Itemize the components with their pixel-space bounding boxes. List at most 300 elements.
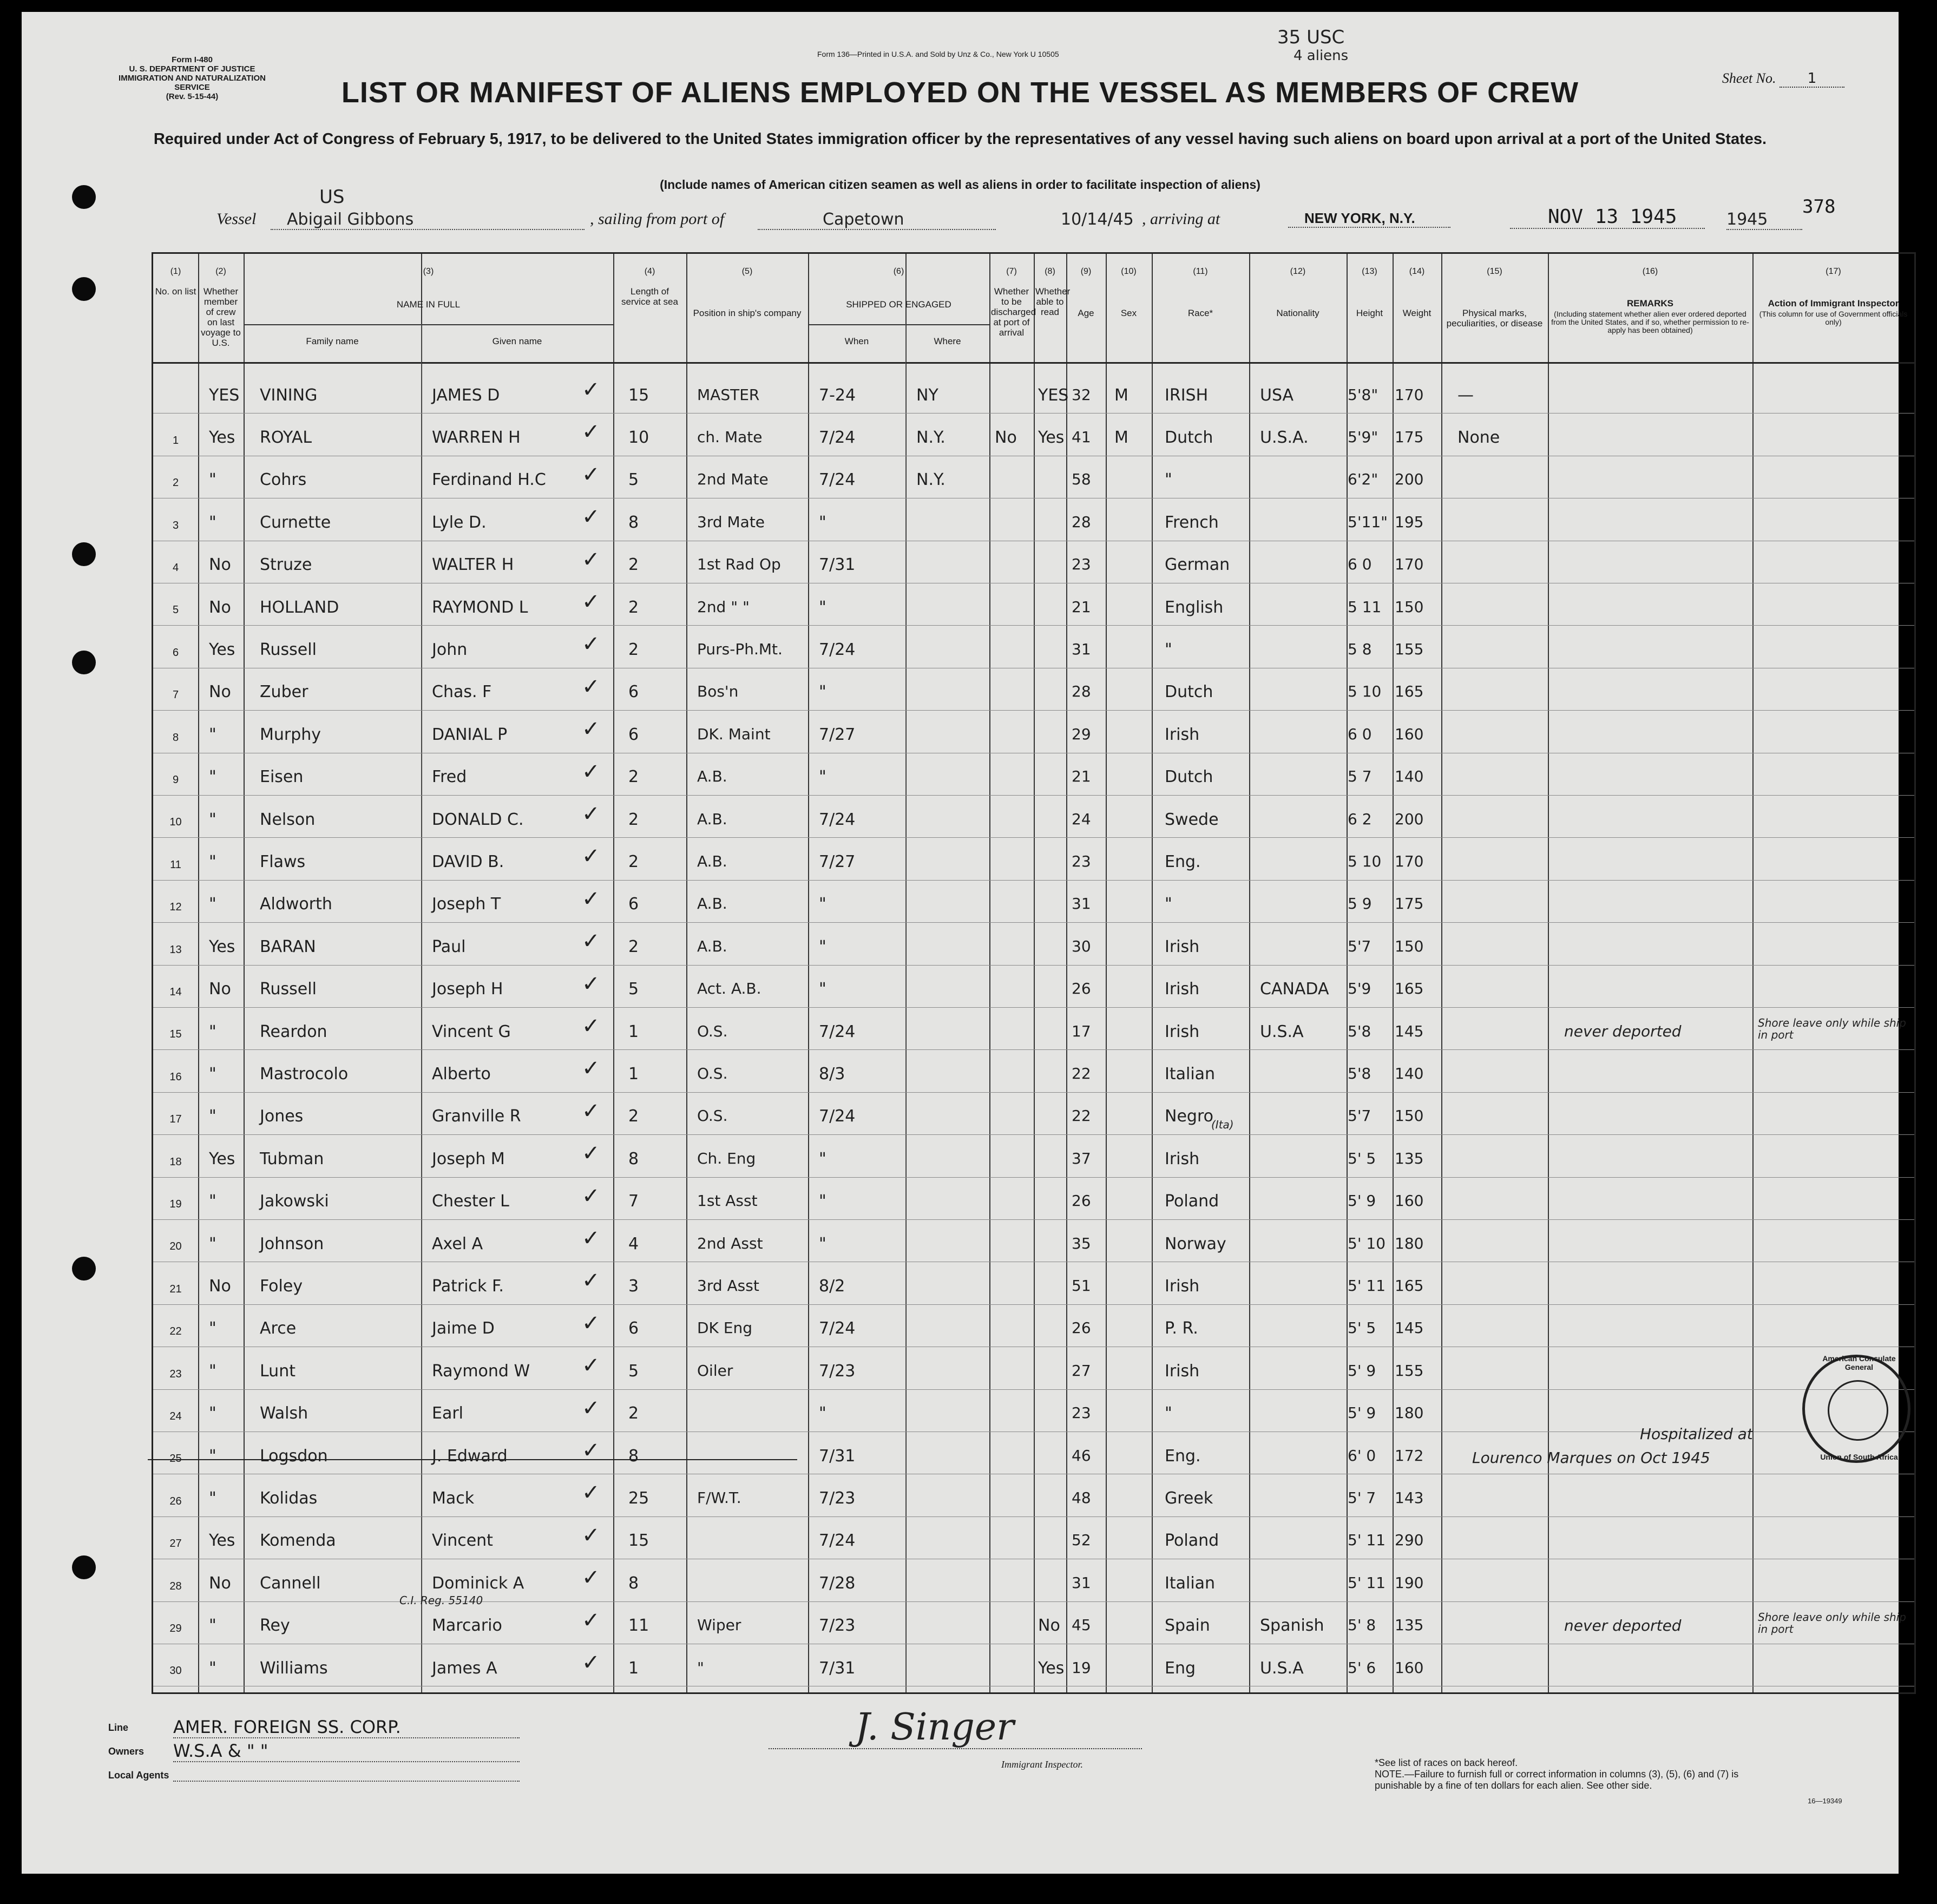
cell-family: Reardon [260,1022,327,1041]
strike-through-line [148,1459,797,1460]
row-number: 1 [172,434,179,447]
row-number: 15 [169,1028,182,1041]
cell-prev: No [209,682,231,702]
column-header: No. on list [155,286,196,297]
check-mark-icon: ✓ [582,1310,600,1336]
column-header: Age [1078,308,1094,318]
table-row [153,587,1914,629]
row-number: 11 [170,858,181,871]
cell-height: 5' 7 [1348,1488,1376,1507]
row-number: 7 [172,689,179,701]
cell-age: 52 [1072,1531,1091,1550]
row-number: 14 [169,986,182,998]
cell-position: 3rd Mate [697,513,765,531]
cell-when: 7/31 [819,555,856,575]
check-mark-icon: ✓ [582,419,600,445]
cell-height: 5' 6 [1348,1658,1376,1677]
cell-given: Earl [432,1404,464,1423]
table-row [153,1478,1914,1520]
cell-service: 11 [628,1616,649,1636]
table-row [153,672,1914,714]
cell-weight: 150 [1395,1107,1424,1125]
cell-nat: USA [1260,385,1294,405]
column-header: Height [1356,308,1383,318]
cell-given: J. Edward [432,1446,508,1466]
cell-family: Jones [260,1107,304,1126]
cell-when: 7/23 [819,1361,856,1381]
cell-marks: None [1457,428,1500,447]
cell-read: No [1038,1616,1060,1636]
column-number: (7) [1006,267,1017,276]
cell-position: MASTER [697,385,760,404]
column-header: Weight [1402,308,1432,318]
row-number: 12 [169,901,182,914]
cell-service: 8 [628,1149,639,1168]
cell-height: 5 8 [1348,640,1372,658]
cell-position: F/W.T. [697,1488,741,1507]
cell-prev: " [209,1404,216,1423]
cell-nat: Spanish [1260,1616,1324,1636]
cell-given: Raymond W [432,1361,530,1381]
cell-service: 2 [628,810,639,829]
cell-family: Rey [260,1616,290,1636]
cell-weight: 165 [1395,1276,1424,1295]
cell-weight: 140 [1395,767,1424,786]
sheet-number: Sheet No. 1 [1722,70,1844,88]
cell-age: 21 [1072,767,1091,786]
check-mark-icon: ✓ [582,1183,600,1209]
remark-a29: Shore leave only while ship in port [1758,1610,1906,1636]
cell-age: 26 [1072,1319,1091,1337]
cell-service: 1 [628,1658,639,1678]
cell-weight: 143 [1395,1488,1424,1507]
cell-height: 5 10 [1348,682,1382,701]
table-row [153,1309,1914,1351]
cell-where: NY [916,385,938,405]
column-number: (11) [1193,267,1208,276]
cell-weight: 200 [1395,810,1424,828]
cell-position: Bos'n [697,682,739,701]
cell-when: 7/31 [819,1446,856,1466]
cell-prev: " [209,1022,216,1041]
cell-position: 2nd " " [697,598,750,616]
cell-race: Dutch [1165,767,1213,787]
cell-position: DK Eng [697,1319,753,1337]
cell-prev: " [209,1192,216,1211]
cell-age: 24 [1072,810,1091,828]
cell-given: Vincent G [432,1022,511,1041]
cell-service: 3 [628,1276,639,1296]
cell-age: 22 [1072,1064,1091,1082]
cell-age: 29 [1072,725,1091,743]
cell-given: John [432,640,468,659]
cell-service: 5 [628,470,639,490]
cell-race: Poland [1165,1531,1219,1551]
cell-family: Komenda [260,1531,336,1551]
column-number: (10) [1121,267,1137,276]
cell-race: Irish [1165,1149,1200,1168]
cell-race: Irish [1165,1361,1200,1381]
cell-weight: 170 [1395,852,1424,870]
cell-prev: No [209,1573,231,1593]
table-row [153,1139,1914,1181]
cell-family: Mastrocolo [260,1064,349,1084]
cell-position: " [697,1658,704,1677]
cell-position: O.S. [697,1064,728,1082]
cell-weight: 150 [1395,598,1424,616]
cell-when: 7/28 [819,1573,856,1593]
cell-service: 15 [628,385,649,405]
cell-nat: U.S.A [1260,1658,1304,1678]
table-row [153,1521,1914,1563]
cell-prev: " [209,767,216,787]
cell-family: Murphy [260,725,321,744]
arrival-port: NEW YORK, N.Y. [1288,210,1450,228]
cell-when: 7/27 [819,725,856,744]
cell-prev: YES [209,385,240,405]
cell-family: Russell [260,980,317,999]
cell-position: 1st Asst [697,1192,758,1210]
row-number: 8 [172,731,179,744]
cell-race: Irish [1165,937,1200,956]
cell-service: 7 [628,1192,639,1211]
cell-family: Arce [260,1319,297,1338]
check-mark-icon: ✓ [582,1141,600,1166]
check-mark-icon: ✓ [582,1565,600,1591]
cell-given: RAYMOND L [432,598,528,617]
check-mark-icon: ✓ [582,929,600,954]
cell-weight: 150 [1395,937,1424,955]
column-subheader: When [844,336,869,346]
cell-prev: " [209,725,216,744]
cell-age: 58 [1072,470,1091,489]
column-number: (15) [1487,267,1502,276]
column-header: Nationality [1276,308,1319,318]
cell-nat: U.S.A [1260,1022,1304,1041]
cell-service: 8 [628,1573,639,1593]
cell-service: 6 [628,725,639,744]
cell-given: Patrick F. [432,1276,504,1296]
cell-given: Granville R [432,1107,521,1126]
cell-when: 7/27 [819,852,856,871]
column-header: Length of service at sea [621,286,678,307]
cell-service: 10 [628,428,649,447]
check-mark-icon: ✓ [582,971,600,996]
cell-given: JAMES D [432,385,500,405]
check-mark-icon: ✓ [582,674,600,699]
cell-weight: 180 [1395,1234,1424,1252]
cell-race: " [1165,470,1172,490]
cell-when: 7/24 [819,1531,856,1551]
cell-age: 26 [1072,980,1091,998]
cell-position: Act. A.B. [697,980,761,998]
cell-race: Spain [1165,1616,1210,1636]
revision: (Rev. 5-15-44) [166,92,219,101]
column-header: NAME IN FULL [396,299,461,310]
cell-family: Zuber [260,682,308,702]
cell-given: DAVID B. [432,852,504,871]
cell-service: 1 [628,1022,639,1041]
cell-given: Ferdinand H.C [432,470,546,490]
cell-position: 2nd Mate [697,470,769,489]
cell-age: 21 [1072,598,1091,616]
inspector-signature [769,1706,1142,1770]
form-code: 16—19349 [1808,1797,1842,1805]
column-header: Whether able to read [1035,286,1071,317]
consulate-seal: American Consulate General Union of South Africa [1802,1355,1910,1463]
cell-position: 1st Rad Op [697,555,781,574]
cell-prev: Yes [209,1149,235,1168]
column-header: Race* [1187,308,1213,318]
cell-family: BARAN [260,937,316,956]
cell-when: 7/24 [819,1319,856,1338]
cell-height: 5'7 [1348,1107,1371,1125]
cell-given: Joseph T [432,895,501,914]
cell-age: 35 [1072,1234,1091,1252]
crew-manifest-table [152,252,1916,1694]
cell-age: 41 [1072,428,1091,446]
remark-r14: never deported [1564,1022,1682,1040]
cell-given: Dominick A [432,1573,524,1593]
cell-height: 5 10 [1348,852,1382,870]
cell-service: 25 [628,1488,649,1508]
cell-weight: 135 [1395,1616,1424,1634]
cell-age: 51 [1072,1276,1091,1295]
cell-family: Jakowski [260,1192,329,1211]
cell-family: Eisen [260,767,304,787]
cell-family: Johnson [260,1234,324,1253]
check-mark-icon: ✓ [582,1522,600,1548]
subheader-rule [244,324,613,325]
cell-weight: 160 [1395,1658,1424,1677]
cell-service: 2 [628,598,639,617]
cell-family: Cannell [260,1573,321,1593]
remark-r29: never deported [1564,1616,1682,1634]
cell-service: 8 [628,513,639,532]
cell-prev: " [209,1107,216,1126]
row-number: 26 [169,1495,182,1507]
cell-height: 5' 9 [1348,1361,1376,1380]
cell-prev: " [209,1616,216,1636]
cell-marks: — [1457,385,1474,405]
cell-weight: 140 [1395,1064,1424,1082]
cell-service: 2 [628,640,639,659]
cell-height: 5' 11 [1348,1573,1386,1592]
cell-given: Alberto [432,1064,491,1084]
table-row [153,969,1914,1012]
check-mark-icon: ✓ [582,377,600,402]
cell-family: Nelson [260,810,316,829]
cell-position: A.B. [697,767,727,786]
cell-when: " [819,682,826,702]
column-number: (1) [170,267,181,276]
column-number: (3) [423,267,434,276]
remark-a14: Shore leave only while ship in port [1758,1016,1906,1041]
check-mark-icon: ✓ [582,1098,600,1124]
cell-when: 8/3 [819,1064,845,1084]
row-number: 24 [169,1410,182,1422]
cell-family: Struze [260,555,312,575]
row-number: 10 [169,816,182,829]
cell-when: " [819,980,826,999]
cell-race: " [1165,895,1172,914]
cell-height: 6 2 [1348,810,1372,828]
include-note: (Include names of American citizen seamen as well as aliens in order to facilitate inspection of aliens) [660,178,1260,192]
cell-service: 2 [628,555,639,575]
cell-given: Lyle D. [432,513,487,532]
page-title: LIST OR MANIFEST OF ALIENS EMPLOYED ON THE VESSEL AS MEMBERS OF CREW [341,76,1579,109]
cell-where: N.Y. [916,470,945,490]
cell-given: Mack [432,1488,475,1508]
column-header: Sex [1120,308,1137,318]
cell-given: Chester L [432,1192,509,1211]
cell-service: 4 [628,1234,639,1253]
cell-position: A.B. [697,810,727,828]
cell-race: Greek [1165,1488,1213,1508]
cell-position: A.B. [697,852,727,870]
row-number: 3 [172,519,179,531]
cell-age: 31 [1072,1573,1091,1592]
column-number: (13) [1362,267,1377,276]
cell-weight: 145 [1395,1022,1424,1040]
column-header: REMARKS [1627,298,1673,308]
cell-position: 2nd Asst [697,1234,763,1252]
column-number: (9) [1080,267,1092,276]
cell-given: Vincent [432,1531,493,1551]
remark-r25b: Lourenco Marques on Oct 1945 [1472,1449,1710,1467]
table-row [153,502,1914,544]
cell-prev: Yes [209,640,235,659]
signature: J. Singer [855,1706,1014,1749]
row-number: 4 [172,561,179,574]
cell-race: " [1165,1404,1172,1423]
column-number: (8) [1045,267,1055,276]
cell-race: Dutch [1165,682,1213,702]
row-number: 18 [169,1155,182,1168]
column-number: (12) [1290,267,1306,276]
cell-service: 8 [628,1446,639,1466]
cell-age: 26 [1072,1192,1091,1210]
cell-height: 5' 8 [1348,1616,1376,1634]
cell-family: Walsh [260,1404,308,1423]
table-row [153,1054,1914,1096]
cell-service: 6 [628,895,639,914]
cell-age: 23 [1072,852,1091,870]
eagle-emblem [1828,1380,1888,1441]
cell-position: DK. Maint [697,725,771,743]
cell-weight: 195 [1395,513,1424,531]
cell-given: Jaime D [432,1319,495,1338]
column-header: Whether to be discharged at port of arrival [991,286,1036,338]
cell-height: 5' 9 [1348,1404,1376,1422]
table-row [153,1648,1914,1690]
cell-prev: " [209,1658,216,1678]
remark-r25a: Hospitalized at [1640,1425,1753,1443]
cell-prev: No [209,555,231,575]
cell-position: O.S. [697,1022,728,1040]
row-number: 29 [169,1622,182,1634]
cell-when: " [819,1192,826,1211]
check-mark-icon: ✓ [582,801,600,826]
check-mark-icon: ✓ [582,589,600,614]
cell-age: 30 [1072,937,1091,955]
column-header: Action of Immigrant Inspector [1768,298,1899,308]
cell-family: Williams [260,1658,328,1678]
cell-position: A.B. [697,937,727,955]
check-mark-icon: ✓ [582,759,600,784]
cell-nat: U.S.A. [1260,428,1309,447]
cell-when: 7/24 [819,428,856,447]
cell-race: Swede [1165,810,1219,829]
table-row [153,545,1914,587]
cell-height: 5 11 [1348,598,1382,616]
table-row [153,1181,1914,1224]
table-row [153,714,1914,757]
punch-hole [72,277,96,301]
check-mark-icon: ✓ [582,886,600,911]
cell-family: Tubman [260,1149,324,1168]
check-mark-icon: ✓ [582,1607,600,1633]
vessel-name: Abigail Gibbons [271,210,585,230]
cell-weight: 170 [1395,385,1424,404]
cell-when: 7/24 [819,640,856,659]
cell-when: 7/24 [819,1107,856,1126]
column-number: (17) [1826,267,1841,276]
cell-age: 27 [1072,1361,1091,1380]
cell-position: Ch. Eng [697,1149,756,1167]
cell-read: YES [1038,385,1069,405]
row-number: 30 [169,1665,182,1677]
cell-height: 6' 0 [1348,1446,1376,1465]
cell-weight: 172 [1395,1446,1424,1465]
cell-family: Kolidas [260,1488,318,1508]
cell-family: Foley [260,1276,303,1296]
punch-hole [72,1257,96,1281]
handwritten-top-note: 35 USC 4 aliens [1277,27,1349,64]
row-number: 25 [169,1453,182,1465]
column-subheader: (Including statement whether alien ever ordered deported from the United States, and if so, whether permission to re-apply has been obtained) [1551,310,1749,334]
cell-family: Lunt [260,1361,296,1381]
cell-prev: " [209,470,216,490]
cell-read: Yes [1038,428,1065,447]
cell-age: 19 [1072,1658,1091,1677]
cell-when: 7/23 [819,1616,856,1636]
table-row [153,842,1914,884]
check-mark-icon: ✓ [582,1013,600,1039]
row-number: 2 [172,477,179,489]
local-agents-field: Local Agents [108,1764,595,1783]
cell-position: Purs-Ph.Mt. [697,640,783,658]
legal-requirement: Required under Act of Congress of February 5, 1917, to be delivered to the United States immigration officer by the representatives of any vessel having such aliens on board upon arrival at a port of the United States. [153,130,1767,148]
cell-when: 7-24 [819,385,856,405]
cell-when: 7/24 [819,470,856,490]
cell-service: 2 [628,852,639,871]
cell-when: 7/31 [819,1658,856,1678]
cell-weight: 200 [1395,470,1424,489]
department: U. S. DEPARTMENT OF JUSTICE [129,64,255,74]
cell-disch: No [995,428,1017,447]
cell-height: 5' 5 [1348,1149,1376,1167]
column-header: Physical marks, peculiarities, or disease [1446,308,1543,329]
row-number: 16 [169,1071,182,1083]
cell-sex: M [1114,385,1128,405]
cell-prev: Yes [209,937,235,956]
form-id: Form I-480 [172,55,213,64]
cell-height: 5' 9 [1348,1192,1376,1210]
cell-weight: 165 [1395,980,1424,998]
cell-prev: No [209,1276,231,1296]
cell-weight: 145 [1395,1319,1424,1337]
